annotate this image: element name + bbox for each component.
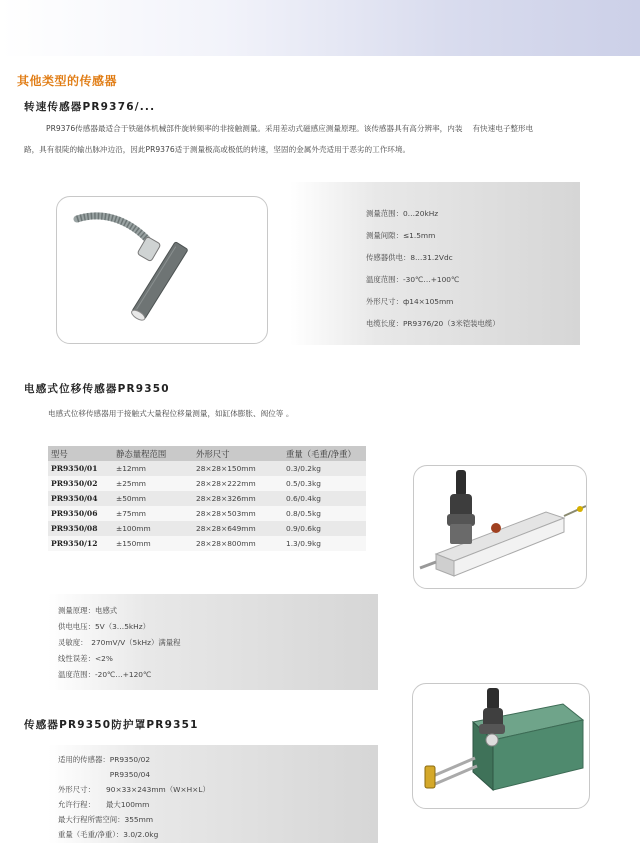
table-row (48, 491, 366, 506)
pr9350-spec-table (48, 446, 366, 551)
pr9351-spec-space: 最大行程所需空间：355mm (58, 815, 154, 824)
cell-dimensions: 28×28×503mm (193, 506, 283, 521)
pr9350-sensor-photo (413, 465, 587, 589)
cell-model: PR9350/12 (48, 536, 113, 551)
pr9350-heading: 电感式位移传感器PR9350 (24, 383, 170, 395)
cell-dimensions: 28×28×649mm (193, 521, 283, 536)
pr9376-spec-supply: 传感器供电：8…31.2Vdc (366, 253, 453, 262)
pr9376-heading: 转速传感器PR9376/... (24, 101, 156, 113)
pr9376-para-line2: 路，具有很陡的输出脉冲边沿，因此PR9376适于测量极高或极低的转速，坚固的金属外壳适用于恶劣的工作环境。 (24, 145, 411, 154)
header-band (0, 0, 640, 56)
pr9376-spec-cable: 电缆长度：PR9376/20（3米铠装电缆） (366, 319, 500, 328)
pr9350-spec-linearity: 线性误差：<2% (58, 654, 113, 663)
pr9351-spec-weight: 重量（毛重/净重）：3.0/2.0kg (58, 830, 159, 839)
displacement-sensor-image (414, 466, 587, 589)
cell-model: PR9350/01 (48, 461, 113, 476)
pr9350-spec-sensitivity: 灵敏度： 270mV/V（5kHz）满量程 (58, 638, 181, 647)
cell-range: ±100mm (113, 521, 193, 536)
pr9351-spec-applicable: 适用的传感器：PR9350/02 (58, 755, 151, 764)
cell-weight: 0.9/0.6kg (283, 521, 366, 536)
col-header-range: 静态量程范围 (113, 446, 193, 461)
cell-model: PR9350/06 (48, 506, 113, 521)
table-row (48, 536, 366, 551)
pr9351-spec-applicable-2: PR9350/04 (58, 770, 151, 779)
col-header-weight: 重量（毛重/净重） (283, 446, 366, 461)
pr9376-spec-size: 外形尺寸：ф14×105mm (366, 297, 454, 306)
pr9350-intro: 电感式位移传感器用于接触式大量程位移量测量，如缸体膨胀、阀位等 。 (48, 409, 294, 418)
pr9376-sensor-photo (56, 196, 268, 344)
cell-model: PR9350/02 (48, 476, 113, 491)
table-header-row (48, 446, 366, 461)
pr9376-spec-temp: 温度范围：-30℃…+100℃ (366, 275, 460, 284)
table-row (48, 521, 366, 536)
pr9376-spec-range: 测量范围：0…20kHz (366, 209, 439, 218)
cell-dimensions: 28×28×326mm (193, 491, 283, 506)
pr9376-spec-gap: 测量间隙：≤1.5mm (366, 231, 436, 240)
cell-weight: 0.3/0.2kg (283, 461, 366, 476)
cell-dimensions: 28×28×150mm (193, 461, 283, 476)
pr9351-spec-size: 外形尺寸： 90×33×243mm（W×H×L） (58, 785, 210, 794)
cell-range: ±50mm (113, 491, 193, 506)
cell-range: ±75mm (113, 506, 193, 521)
protective-cover-image (413, 684, 590, 809)
col-header-dimensions: 外形尺寸 (193, 446, 283, 461)
cell-dimensions: 28×28×800mm (193, 536, 283, 551)
section-title: 其他类型的传感器 (17, 74, 118, 88)
pr9376-para-line1: PR9376传感器最适合于铁磁体机械部件旋转频率的非接触测量。采用差动式磁感应测量原理。该传感器具有高分辨率，内装 有快速电子整形电 (46, 124, 534, 133)
pr9350-spec-voltage: 供电电压：5V（3…5kHz） (58, 622, 151, 631)
pr9351-spec-stroke: 允许行程： 最大100mm (58, 800, 150, 809)
cell-model: PR9350/04 (48, 491, 113, 506)
pr9350-spec-temp: 温度范围：-20℃…+120℃ (58, 670, 152, 679)
cell-model: PR9350/08 (48, 521, 113, 536)
cell-weight: 1.3/0.9kg (283, 536, 366, 551)
cell-range: ±150mm (113, 536, 193, 551)
cell-range: ±25mm (113, 476, 193, 491)
table-row (48, 476, 366, 491)
speed-sensor-image (57, 197, 268, 344)
cell-weight: 0.8/0.5kg (283, 506, 366, 521)
pr9350-spec-principle: 测量原理：电感式 (58, 606, 118, 615)
table-row (48, 461, 366, 476)
pr9351-guard-photo (412, 683, 590, 809)
pr9351-heading: 传感器PR9350防护罩PR9351 (24, 719, 199, 731)
cell-weight: 0.6/0.4kg (283, 491, 366, 506)
cell-weight: 0.5/0.3kg (283, 476, 366, 491)
table-row (48, 506, 366, 521)
col-header-model: 型号 (48, 446, 113, 461)
cell-range: ±12mm (113, 461, 193, 476)
cell-dimensions: 28×28×222mm (193, 476, 283, 491)
